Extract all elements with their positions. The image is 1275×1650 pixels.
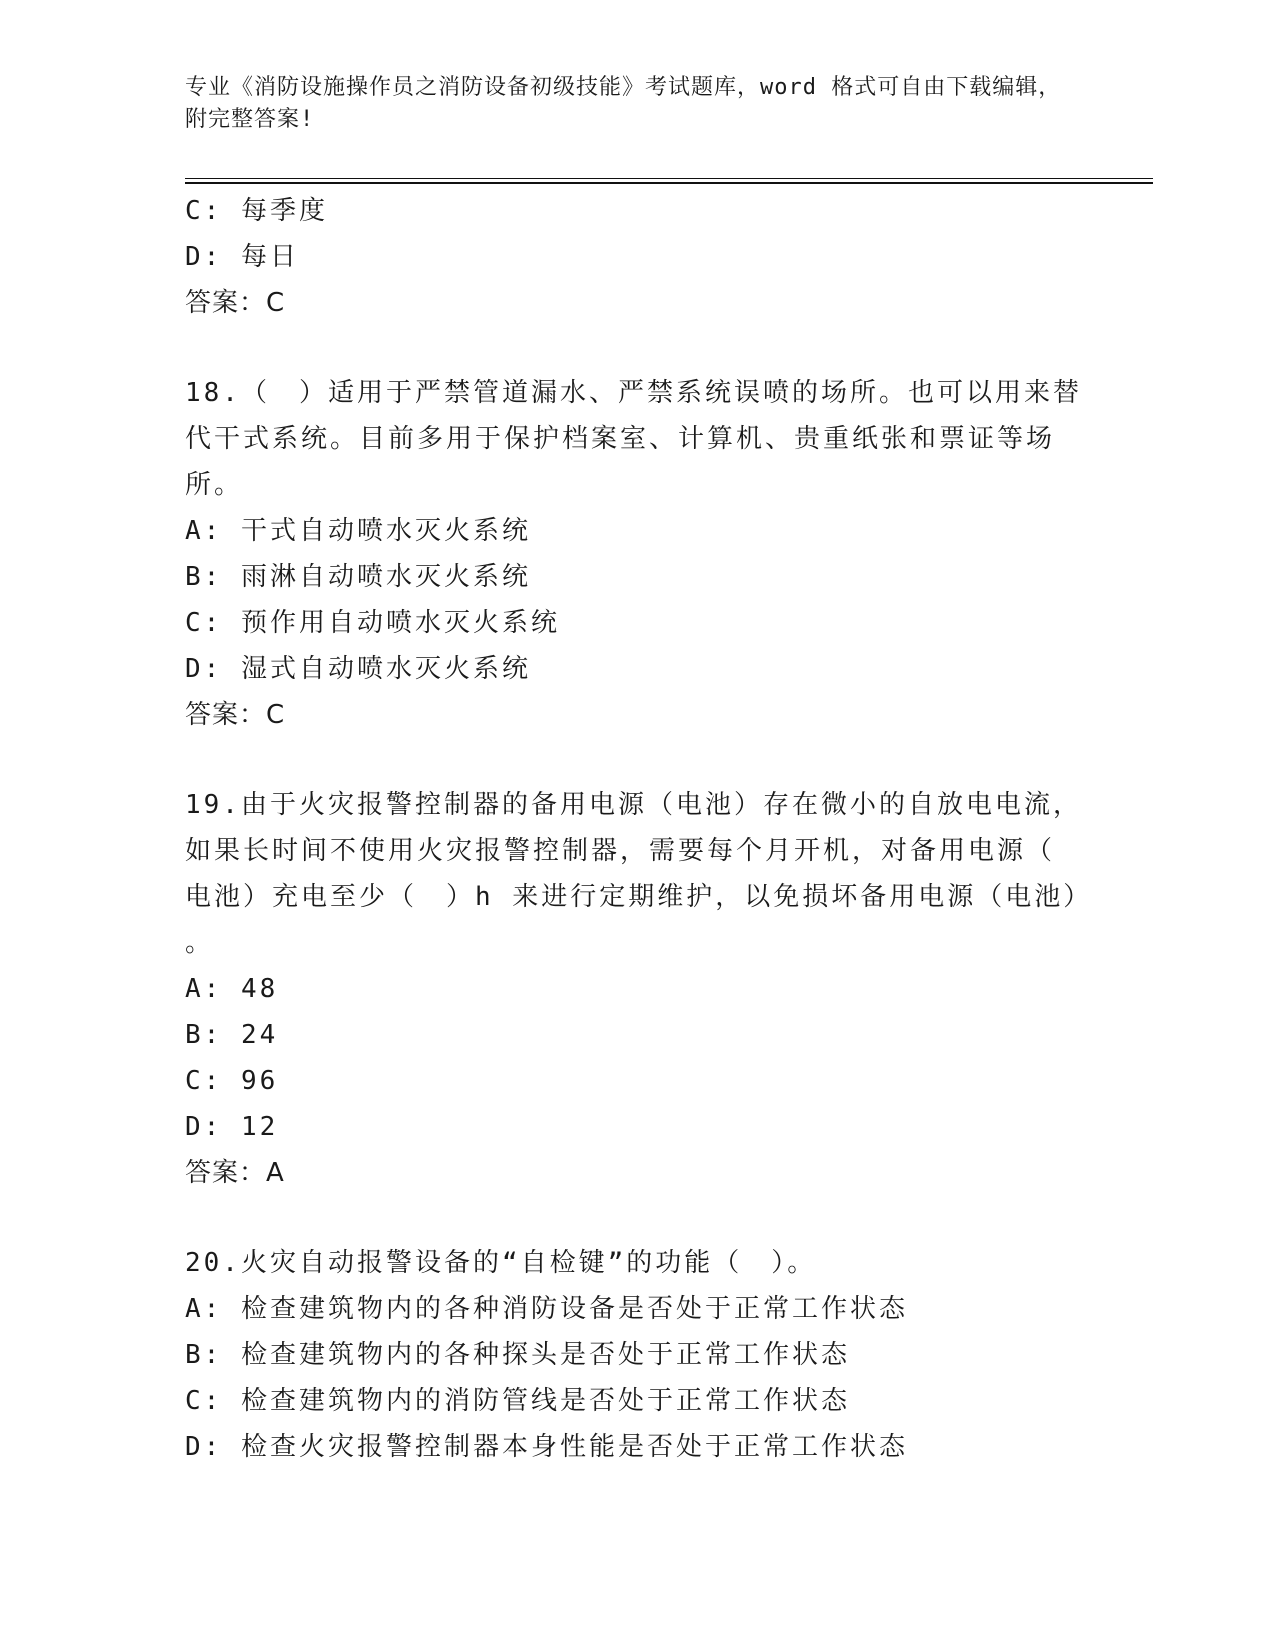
spacer [185,1196,1085,1240]
option-a: A: 检查建筑物内的各种消防设备是否处于正常工作状态 [185,1294,908,1324]
answer-line: 答案：C [185,288,286,318]
question-stem: 。 [185,928,215,958]
question-stem: 如果长时间不使用火灾报警控制器，需要每个月开机，对备用电源（ [185,836,1056,866]
option-b: B: 检查建筑物内的各种探头是否处于正常工作状态 [185,1340,850,1370]
question-stem: 19.由于火灾报警控制器的备用电源（电池）存在微小的自放电电流， [185,790,1082,820]
question-stem: 所。 [185,470,244,500]
option-a: A: 48 [185,974,279,1004]
header-divider-thin [185,178,1153,179]
option-d: D: 检查火灾报警控制器本身性能是否处于正常工作状态 [185,1432,908,1462]
option-b: B: 雨淋自动喷水灭火系统 [185,562,531,592]
option-a: A: 干式自动喷水灭火系统 [185,516,531,546]
question-20 [185,1240,1085,1470]
header-intro: 专业《消防设施操作员之消防设备初级技能》考试题库，word 格式可自由下载编辑，附完整答案! [185,75,1062,132]
answer-line: 答案：A [185,1158,285,1188]
option-c: C: 96 [185,1066,279,1096]
option-d: D: 12 [185,1112,279,1142]
option-c: C: 检查建筑物内的消防管线是否处于正常工作状态 [185,1386,850,1416]
option-b: B: 24 [185,1020,279,1050]
question-content [185,188,1093,1470]
header-divider-thick [185,182,1153,184]
question-stem: 20.火灾自动报警设备的“自检键”的功能（ ）。 [185,1248,817,1278]
question-stem: 18.（ ）适用于严禁管道漏水、严禁系统误喷的场所。也可以用来替 [185,378,1082,408]
option-d: D: 湿式自动喷水灭火系统 [185,654,531,684]
option-c: C: 每季度 [185,196,328,226]
answer-line: 答案：C [185,700,286,730]
question-stem: 电池）充电至少（ ）h 来进行定期维护，以免损坏备用电源（电池） [185,882,1093,912]
spacer [185,738,1085,782]
option-c: C: 预作用自动喷水灭火系统 [185,608,560,638]
question-17-tail [185,188,1085,326]
spacer [185,326,1085,370]
question-19 [185,782,1093,1196]
option-d: D: 每日 [185,242,299,272]
question-stem: 代干式系统。目前多用于保护档案室、计算机、贵重纸张和票证等场 [185,424,1056,454]
question-18 [185,370,1085,738]
